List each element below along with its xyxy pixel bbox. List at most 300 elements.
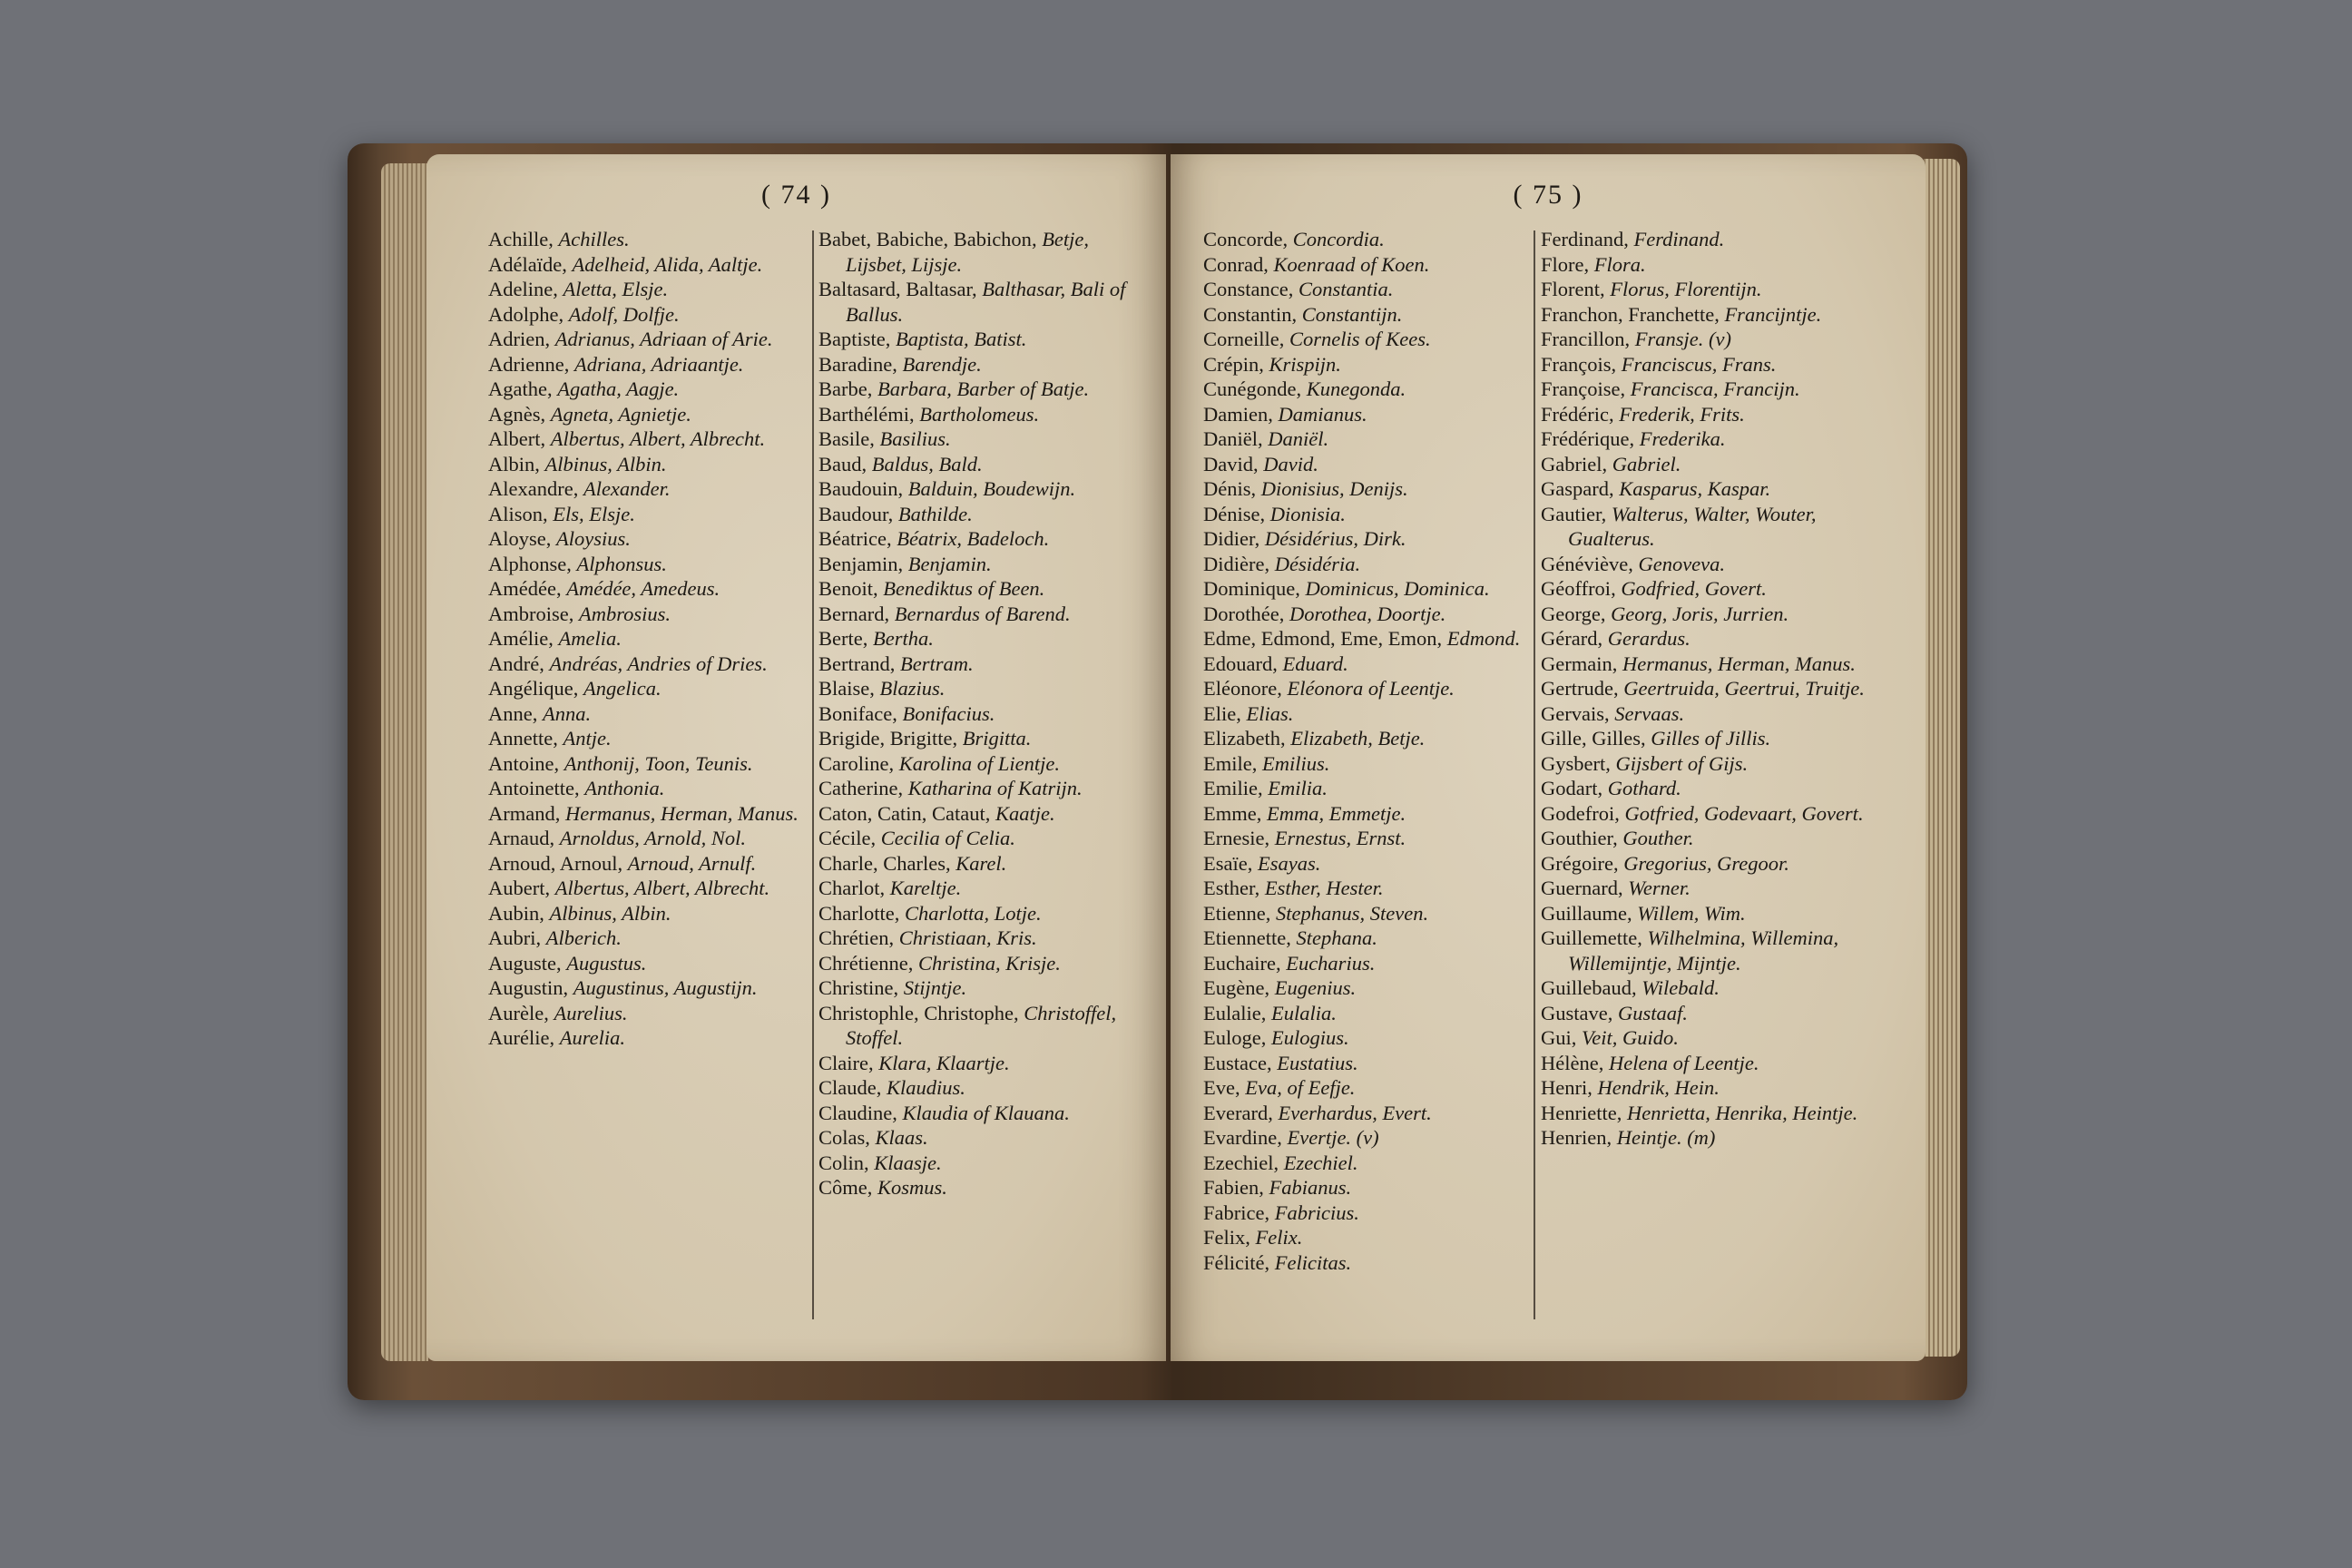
dutch-name: Agatha, Aagje. (557, 377, 680, 400)
french-name: Aubin (488, 901, 540, 925)
name-entry (818, 876, 1152, 901)
name-entry (1203, 352, 1534, 377)
french-name: Grégoire (1541, 851, 1613, 875)
french-name: Annette (488, 727, 554, 750)
separator: , (1623, 228, 1634, 250)
separator: , (539, 901, 550, 925)
name-entry (1203, 1075, 1534, 1101)
dutch-name: Barendje. (902, 352, 982, 376)
french-name: Dénise (1203, 502, 1260, 525)
dutch-name: Emma, Emmetje. (1266, 801, 1406, 825)
separator: , (1612, 851, 1624, 875)
separator: , (1629, 427, 1640, 450)
separator: , (563, 976, 573, 999)
name-entry (818, 327, 1152, 352)
dutch-name: Fransje. (v) (1634, 328, 1731, 350)
french-name: Franchon, Franchette (1541, 302, 1715, 326)
separator: , (573, 777, 585, 799)
name-entry (1203, 1025, 1534, 1051)
french-name: Aubert (488, 877, 545, 899)
dutch-name: Blazius. (879, 677, 946, 700)
french-name: Colas (818, 1126, 866, 1149)
dutch-name: Bertram. (899, 652, 974, 675)
column-b (1541, 227, 1899, 1151)
separator: , (1279, 328, 1289, 350)
separator: , (893, 976, 904, 999)
french-name: Gabriel (1541, 452, 1602, 475)
separator: , (617, 851, 628, 875)
dutch-name: Bonifacius. (902, 701, 995, 725)
french-name: Berte (818, 627, 863, 650)
separator: , (539, 652, 550, 675)
dutch-name: Cornelis of Kees. (1289, 328, 1431, 350)
separator: , (546, 377, 558, 400)
french-name: Géoffroi (1541, 577, 1612, 600)
separator: , (867, 1176, 877, 1199)
french-name: Cécile (818, 827, 871, 849)
french-name: Baudour (818, 502, 888, 525)
separator: , (1597, 777, 1608, 799)
dutch-name: Albinus, Albin. (549, 901, 671, 925)
dutch-name: Adriana, Adriaantje. (573, 352, 744, 376)
dutch-name: Franciscus, Frans. (1621, 352, 1777, 376)
dutch-name: Frederik, Frits. (1619, 402, 1745, 426)
separator: , (1608, 402, 1620, 426)
name-entry (488, 476, 810, 502)
separator: , (555, 577, 567, 600)
name-entry (1541, 476, 1899, 502)
page-number: ( 74 ) (761, 180, 831, 210)
name-entry (1203, 252, 1534, 278)
separator: , (553, 278, 564, 300)
separator: , (1264, 976, 1275, 999)
name-entry (818, 652, 1152, 677)
french-name: Baud (818, 452, 862, 475)
french-name: Adélaïde (488, 252, 563, 276)
column-divider (812, 230, 814, 1319)
french-name: Emme (1203, 801, 1257, 825)
french-name: Chrétien (818, 926, 889, 949)
separator: , (985, 801, 995, 825)
separator: , (532, 701, 543, 725)
french-name: Euchaire (1203, 951, 1276, 975)
french-name: Anne (488, 701, 533, 725)
french-name: Damien (1203, 402, 1269, 426)
french-name: Everard (1203, 1101, 1269, 1124)
french-name: Euloge (1203, 1026, 1261, 1049)
dutch-name: Karolina of Lientje. (898, 751, 1061, 775)
dutch-name: Balthasar, Bali of Ballus. (846, 278, 1126, 326)
name-entry (818, 726, 1152, 751)
separator: , (1616, 1101, 1627, 1124)
name-entry (818, 1051, 1152, 1076)
separator: , (1598, 1051, 1609, 1074)
dutch-name: Baldus, Bald. (871, 452, 983, 475)
french-name: Guillaume (1541, 901, 1627, 925)
dutch-name: Katharina of Katrijn. (907, 777, 1083, 799)
dutch-name: Constantia. (1298, 278, 1394, 300)
separator: , (1265, 901, 1276, 925)
french-name: Aloyse (488, 527, 546, 550)
name-entry (1541, 926, 1899, 975)
separator: , (1600, 278, 1611, 300)
french-name: Albert (488, 427, 541, 450)
name-entry (1203, 576, 1534, 602)
name-entry (818, 426, 1152, 452)
separator: , (544, 1001, 554, 1024)
name-entry (1203, 652, 1534, 677)
french-name: Barbe (818, 377, 867, 400)
dutch-name: Désidérius, Dirk. (1264, 527, 1406, 550)
dutch-name: Gustaaf. (1617, 1001, 1688, 1024)
name-entry (818, 701, 1152, 727)
french-name: Godefroi (1541, 801, 1615, 825)
separator: , (1254, 877, 1265, 899)
name-entry (1541, 851, 1899, 877)
separator: , (1277, 677, 1288, 700)
french-name: Didière (1203, 552, 1265, 575)
separator: , (889, 652, 900, 675)
name-entry (818, 851, 1152, 877)
name-entry (1541, 452, 1899, 477)
separator: , (1612, 827, 1623, 849)
separator: , (1624, 328, 1635, 350)
dutch-name: Christina, Krisje. (917, 951, 1061, 975)
dutch-name: Betje, Lijsbet, Lijsje. (846, 228, 1090, 276)
separator: , (1282, 228, 1293, 250)
separator: , (1714, 302, 1725, 326)
french-name: Florent (1541, 278, 1600, 300)
dutch-name: Daniël. (1268, 427, 1329, 450)
dutch-name: Barbara, Barber of Batje. (877, 377, 1090, 400)
separator: , (888, 926, 899, 949)
name-entry (1541, 352, 1899, 377)
french-name: Dénis (1203, 477, 1251, 500)
french-name: Claudine (818, 1101, 893, 1124)
separator: , (869, 677, 880, 700)
dutch-name: Koenraad of Koen. (1273, 252, 1430, 276)
french-name: Eléonore (1203, 677, 1278, 700)
separator: , (887, 502, 898, 525)
separator: , (1602, 452, 1612, 475)
french-name: Aurélie (488, 1026, 550, 1049)
dutch-name: Hermanus, Herman, Manus. (564, 801, 799, 825)
french-name: Alexandre (488, 477, 573, 500)
dutch-name: Klaasje. (874, 1151, 942, 1174)
french-name: Caroline (818, 751, 889, 775)
french-name: Corneille (1203, 328, 1279, 350)
name-entry (1541, 751, 1899, 777)
dutch-name: Karel. (956, 851, 1007, 875)
separator: , (548, 228, 559, 250)
separator: , (535, 926, 546, 949)
french-name: Barthélémi (818, 402, 909, 426)
name-entry (818, 1075, 1152, 1101)
dutch-name: Klaudia of Klauana. (902, 1101, 1070, 1124)
name-entry (818, 1125, 1152, 1151)
dutch-name: Veit, Guido. (1582, 1026, 1679, 1049)
dutch-name: Benjamin. (907, 552, 992, 575)
name-entry (488, 851, 810, 877)
french-name: Henriette (1541, 1101, 1617, 1124)
dutch-name: Anna. (543, 701, 592, 725)
dutch-name: Walterus, Walter, Wouter, Gualterus. (1568, 502, 1817, 550)
dutch-name: Flora. (1593, 252, 1646, 276)
page-number: ( 75 ) (1513, 180, 1583, 210)
separator: , (897, 777, 908, 799)
name-entry (488, 1025, 810, 1051)
french-name: Colin (818, 1151, 865, 1174)
french-name: Claire (818, 1051, 868, 1074)
separator: , (564, 352, 574, 376)
dutch-name: Aloysius. (556, 527, 631, 550)
separator: , (1295, 577, 1306, 600)
dutch-name: Els, Elsje. (553, 502, 635, 525)
french-name: Henrien (1541, 1126, 1607, 1149)
right-page (1171, 154, 1926, 1361)
french-name: Armand (488, 801, 555, 825)
dutch-name: Ambrosius. (579, 602, 671, 625)
name-entry (1203, 926, 1534, 951)
name-entry (818, 277, 1152, 327)
separator: , (867, 1051, 879, 1074)
dutch-name: Kasparus, Kaspar. (1619, 477, 1771, 500)
separator: , (1275, 951, 1287, 975)
separator: , (867, 377, 877, 400)
dutch-name: Hermanus, Herman, Manus. (1622, 652, 1856, 675)
dutch-name: Amédée, Amedeus. (566, 577, 720, 600)
separator: , (1603, 701, 1615, 725)
french-name: Achille (488, 228, 549, 250)
separator: , (1031, 228, 1043, 250)
dutch-name: Bernardus of Barend. (894, 602, 1071, 625)
name-entry (1541, 901, 1899, 926)
separator: , (1251, 751, 1262, 775)
separator: , (1014, 1001, 1024, 1024)
french-name: Godart (1541, 777, 1598, 799)
name-entry (1203, 901, 1534, 926)
french-name: Germain (1541, 652, 1612, 675)
dutch-name: Eustatius. (1277, 1051, 1358, 1074)
dutch-name: Andréas, Andries of Dries. (549, 652, 768, 675)
french-name: Augustin (488, 976, 564, 999)
dutch-name: Emilia. (1268, 777, 1328, 799)
dutch-name: Francisca, Francijn. (1630, 377, 1800, 400)
dutch-name: Gotfried, Godevaart, Govert. (1624, 801, 1864, 825)
dutch-name: Francijntje. (1724, 302, 1822, 326)
name-entry (1541, 252, 1899, 278)
french-name: Bertrand (818, 652, 890, 675)
name-entry (1203, 776, 1534, 801)
name-entry (488, 277, 810, 302)
dutch-name: Albertus, Albert, Albrecht. (554, 877, 770, 899)
french-name: Emile (1203, 751, 1252, 775)
dutch-name: Adolf, Dolfje. (568, 302, 680, 326)
dutch-name: Anthonij, Toon, Teunis. (564, 751, 753, 775)
separator: , (1631, 976, 1642, 999)
separator: , (892, 701, 903, 725)
separator: , (873, 577, 884, 600)
dutch-name: Bartholomeus. (919, 402, 1040, 426)
name-entry (818, 801, 1152, 827)
french-name: Adolphe (488, 302, 559, 326)
dutch-name: Adrianus, Adriaan of Arie. (554, 328, 773, 350)
separator: , (534, 452, 545, 475)
french-name: Eve (1203, 1076, 1235, 1099)
separator: , (1256, 801, 1267, 825)
french-name: Fabien (1203, 1176, 1259, 1199)
separator: , (1260, 1026, 1271, 1049)
french-name: Ferdinand (1541, 228, 1624, 250)
name-entry (488, 801, 810, 827)
dutch-name: Aletta, Elsje. (563, 278, 669, 300)
name-entry (1541, 377, 1899, 402)
dutch-name: Cecilia of Celia. (880, 827, 1015, 849)
dutch-name: Bathilde. (897, 502, 973, 525)
french-name: Eulalie (1203, 1001, 1261, 1024)
name-entry (488, 926, 810, 951)
name-entry (1541, 1025, 1899, 1051)
dutch-name: Fabianus. (1269, 1176, 1352, 1199)
dutch-name: Emilius. (1261, 751, 1330, 775)
dutch-name: Arnoldus, Arnold, Nol. (559, 827, 746, 849)
french-name: Fabrice (1203, 1200, 1265, 1224)
name-entry (1541, 726, 1899, 751)
french-name: Charlot (818, 877, 880, 899)
separator: , (540, 427, 551, 450)
dutch-name: Christoffel, Stoffel. (846, 1001, 1117, 1049)
dutch-name: Wilhelmina, Willemina, Willemijntje, Mijntje. (1568, 926, 1839, 975)
french-name: Baltasard, Baltasar (818, 278, 973, 300)
name-entry (1203, 751, 1534, 777)
separator: , (543, 502, 554, 525)
name-entry (1541, 1001, 1899, 1026)
dutch-name: Aurelia. (559, 1026, 625, 1049)
separator: , (1264, 552, 1275, 575)
separator: , (1605, 751, 1616, 775)
name-entry (1541, 576, 1899, 602)
dutch-name: Albinus, Albin. (544, 452, 667, 475)
name-entry (818, 1101, 1152, 1126)
dutch-name: Eugenius. (1274, 976, 1357, 999)
separator: , (573, 477, 583, 500)
separator: , (1617, 877, 1629, 899)
french-name: Basile (818, 427, 870, 450)
french-name: Gui (1541, 1026, 1572, 1049)
name-entry (1203, 377, 1534, 402)
dutch-name: Gothard. (1607, 777, 1681, 799)
name-entry (818, 476, 1152, 502)
separator: , (1612, 652, 1622, 675)
name-entry (1541, 701, 1899, 727)
name-entry (1541, 652, 1899, 677)
separator: , (544, 328, 555, 350)
separator: , (1272, 652, 1283, 675)
separator: , (1247, 851, 1258, 875)
french-name: George (1541, 602, 1601, 625)
french-name: Gouthier (1541, 827, 1613, 849)
name-entry (818, 377, 1152, 402)
name-entry (818, 826, 1152, 851)
separator: , (1264, 1200, 1275, 1224)
dutch-name: Antje. (563, 727, 612, 750)
name-entry (1541, 801, 1899, 827)
name-entry (1203, 1001, 1534, 1026)
french-name: Dominique (1203, 577, 1296, 600)
name-entry (1541, 277, 1899, 302)
dutch-name: Willem, Wim. (1637, 901, 1746, 925)
dutch-name: Agneta, Agnietje. (550, 402, 691, 426)
french-name: Guernard (1541, 877, 1618, 899)
french-name: Guillebaud (1541, 976, 1632, 999)
separator: , (549, 827, 560, 849)
french-name: Adrienne (488, 352, 564, 376)
french-name: Edme, Edmond, Eme, Emon (1203, 627, 1437, 650)
name-entry (1541, 1075, 1899, 1101)
right-page-edges (1924, 159, 1960, 1357)
french-name: Claude (818, 1076, 877, 1099)
name-entry (818, 901, 1152, 926)
french-name: Félicité (1203, 1250, 1265, 1274)
separator: , (548, 627, 559, 650)
name-entry (1541, 327, 1899, 352)
separator: , (1288, 278, 1298, 300)
french-name: Chrétienne (818, 951, 908, 975)
name-entry (488, 302, 810, 328)
french-name: Angélique (488, 677, 573, 700)
separator: , (1612, 677, 1624, 700)
dutch-name: Edmond. (1446, 627, 1521, 650)
separator: , (1626, 901, 1638, 925)
name-entry (818, 626, 1152, 652)
dutch-name: Klaas. (875, 1126, 928, 1149)
separator: , (1263, 252, 1274, 276)
name-entry (818, 1151, 1152, 1176)
dutch-name: Arnoud, Arnulf. (627, 851, 757, 875)
dutch-name: Heintje. (m) (1616, 1126, 1716, 1149)
dutch-name: Klaudius. (886, 1076, 965, 1099)
french-name: Antoine (488, 751, 554, 775)
french-name: Frédéric (1541, 402, 1609, 426)
french-name: Dorothée (1203, 602, 1279, 625)
name-entry (488, 252, 810, 278)
separator: , (1640, 727, 1651, 750)
name-entry (1541, 876, 1899, 901)
name-entry (818, 926, 1152, 951)
name-entry (818, 975, 1152, 1001)
name-entry (1541, 552, 1899, 577)
name-entry (1203, 1225, 1534, 1250)
dutch-name: Dorothea, Doortje. (1289, 602, 1446, 625)
name-entry (488, 652, 810, 677)
left-page-edges (381, 163, 428, 1361)
french-name: Boniface (818, 701, 893, 725)
dutch-name: Genoveva. (1638, 552, 1726, 575)
french-name: Etiennette (1203, 926, 1287, 949)
french-name: François (1541, 352, 1612, 376)
french-name: Gustave (1541, 1001, 1608, 1024)
separator: , (1234, 1076, 1246, 1099)
dutch-name: Concordia. (1292, 228, 1385, 250)
dutch-name: Kaatje. (995, 801, 1055, 825)
dutch-name: Gilles of Jillis. (1651, 727, 1771, 750)
dutch-name: Gouther. (1622, 827, 1694, 849)
name-entry (818, 352, 1152, 377)
french-name: Charlotte (818, 901, 895, 925)
dutch-name: Geertruida, Geertrui, Truitje. (1623, 677, 1865, 700)
dutch-name: Eduard. (1282, 652, 1348, 675)
name-entry (818, 951, 1152, 976)
